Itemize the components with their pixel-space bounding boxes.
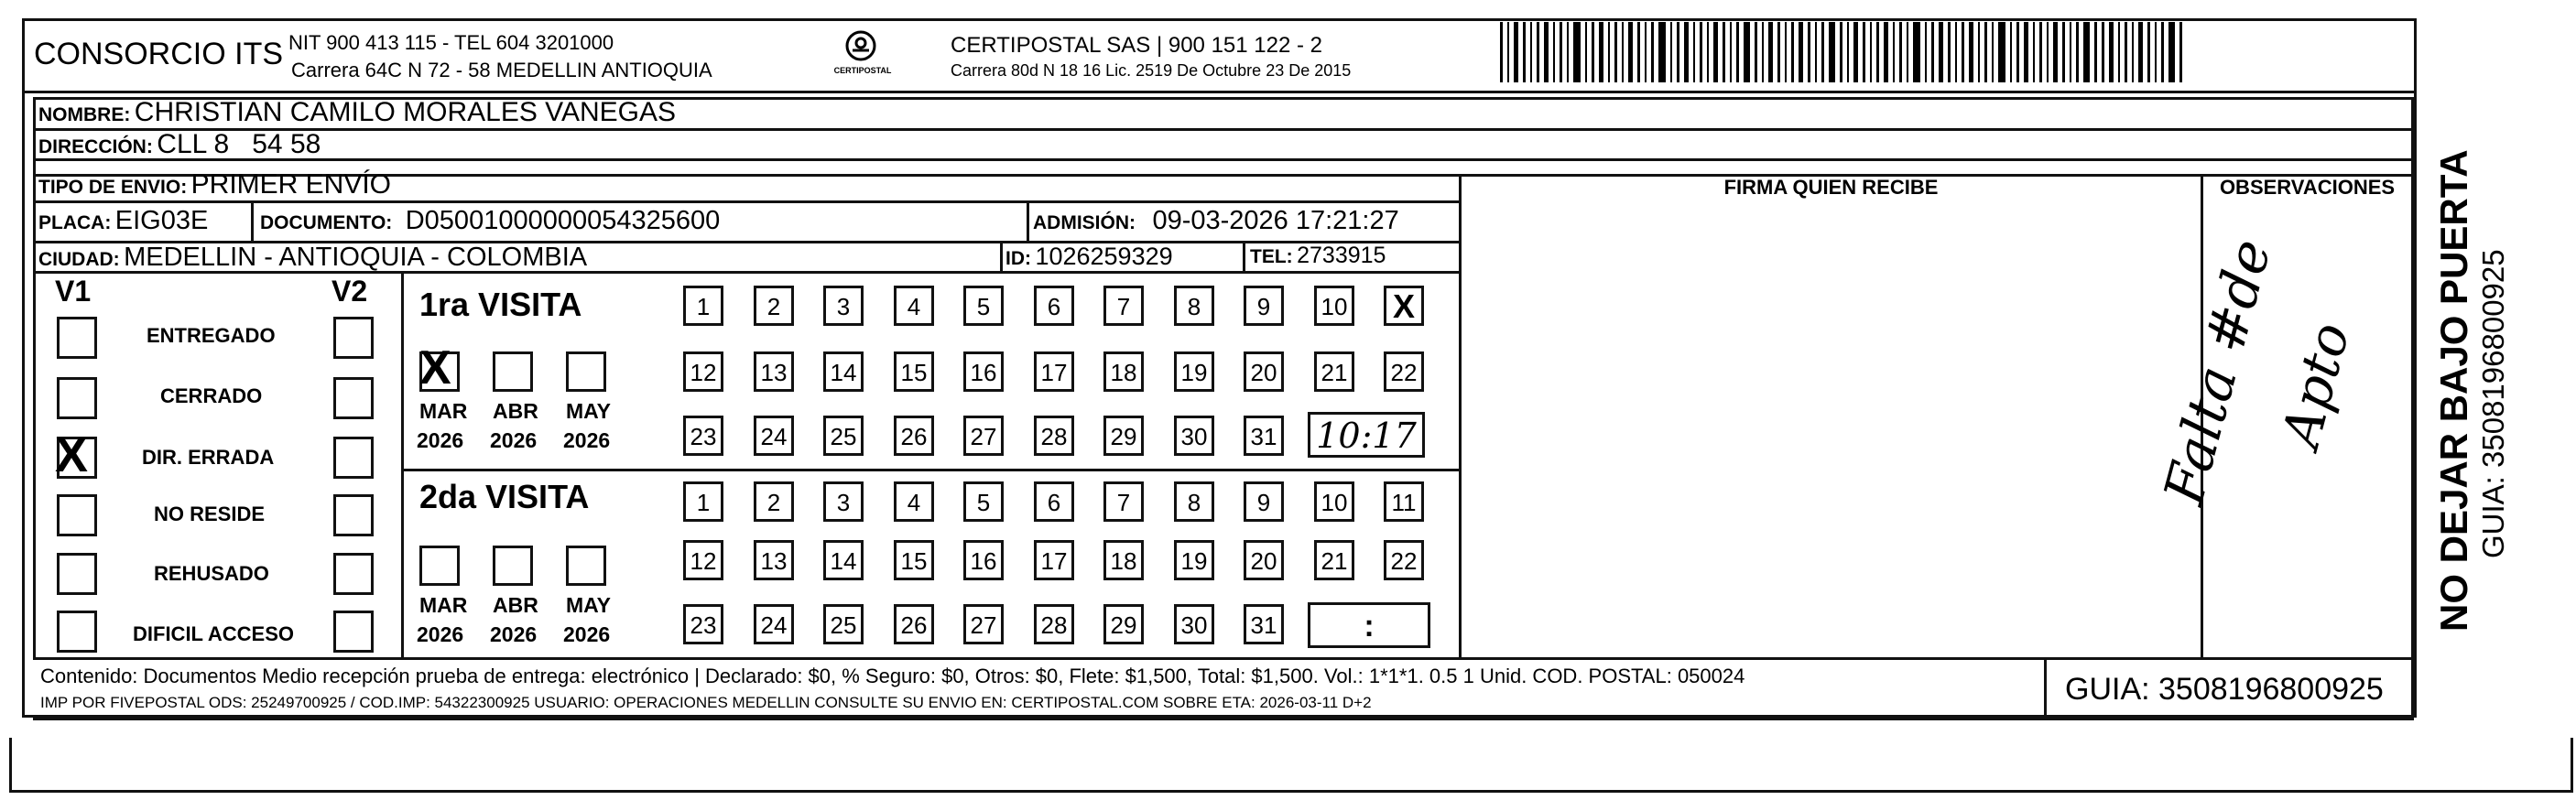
first-visit-day[interactable]: 23 [683,416,723,456]
first-visit-day-11-marked[interactable]: X [1384,286,1424,326]
shipment-type-value: PRIMER ENVÍO [190,169,392,200]
second-visit-day[interactable]: 12 [683,540,723,580]
second-visit-month-mar-checkbox[interactable] [419,546,460,586]
first-visit-day[interactable]: 24 [754,416,794,456]
second-visit-title: 2da VISITA [419,478,590,515]
second-visit-day[interactable]: 6 [1034,481,1074,522]
second-visit-year-may: 2026 [563,622,611,646]
v1-checkbox-dificil-acceso[interactable] [57,611,97,653]
second-visit-day[interactable]: 29 [1103,604,1144,644]
first-visit-title: 1ra VISITA [419,286,582,323]
second-visit-day[interactable]: 17 [1034,540,1074,580]
shipment-type-label: TIPO DE ENVIO: [38,177,188,198]
side-notice: NO DEJAR BAJO PUERTA [2432,149,2475,632]
plate-field [38,206,208,236]
first-visit-day[interactable]: 29 [1103,416,1144,456]
v1-checkbox-entregado[interactable] [57,317,97,359]
id-value: 1026259329 [1035,243,1173,270]
v2-checkbox-dir-errada[interactable] [333,437,374,479]
second-visit-month-abr: ABR [493,593,538,617]
v1-checkbox-no-reside[interactable] [57,494,97,536]
first-visit-day[interactable]: 6 [1034,286,1074,326]
v1-checkbox-cerrado[interactable] [57,377,97,419]
first-visit-day[interactable]: 25 [823,416,864,456]
second-visit-day[interactable]: 31 [1244,604,1284,644]
second-visit-month-may: MAY [566,593,611,617]
v1-header: V1 [55,275,92,308]
first-visit-day[interactable]: 14 [823,351,864,392]
first-visit-day[interactable]: 19 [1174,351,1214,392]
plate-value: EIG03E [114,206,209,235]
second-visit-month-abr-checkbox[interactable] [493,546,533,586]
v1-dir-errada-check-mark: X [55,427,89,482]
document-value: D05001000000054325600 [405,206,721,235]
first-visit-year-mar: 2026 [417,428,464,452]
second-visit-day[interactable]: 4 [894,481,934,522]
signature-header: FIRMA QUIEN RECIBE [1723,176,1939,199]
second-visit-day[interactable]: 9 [1244,481,1284,522]
v2-header: V2 [332,275,368,308]
second-visit-day[interactable]: 30 [1174,604,1214,644]
v2-checkbox-dificil-acceso[interactable] [333,611,374,653]
admission-value: 09-03-2026 17:21:27 [1152,206,1399,235]
second-visit-day[interactable]: 28 [1034,604,1074,644]
name-value: CHRISTIAN CAMILO MORALES VANEGAS [134,97,677,127]
second-visit-day[interactable]: 18 [1103,540,1144,580]
company-address: Carrera 64C N 72 - 58 MEDELLIN ANTIOQUIA [291,59,712,81]
logo-text: CERTIPOSTAL [833,66,892,75]
document-field [260,206,720,236]
second-visit-year-mar: 2026 [417,622,464,646]
observations-header: OBSERVACIONES [2219,176,2396,199]
first-visit-time[interactable]: 10:17 [1308,412,1425,458]
footer-guide-number: GUIA: 3508196800925 [2065,672,2384,707]
tel-field [1250,243,1386,269]
shipment-type-field [38,169,391,200]
second-visit-day[interactable]: 13 [754,540,794,580]
first-visit-day[interactable]: 9 [1244,286,1284,326]
first-visit-day[interactable]: 7 [1103,286,1144,326]
first-visit-day[interactable]: 18 [1103,351,1144,392]
admission-field [1033,206,1399,236]
side-guide-number: GUIA: 3508196800925 [2476,249,2510,558]
first-visit-day[interactable]: 4 [894,286,934,326]
company-nit: NIT 900 413 115 - TEL 604 3201000 [288,31,614,54]
first-visit-month-abr-checkbox[interactable] [493,351,533,392]
first-visit-day[interactable]: 3 [823,286,864,326]
footer-print-line: IMP POR FIVEPOSTAL ODS: 25249700925 / COD.IMP: 54322300925 USUARIO: OPERACIONES MEDELLIN CONSULTE SU ENVIO EN: CERTIPOSTAL.COM SOBRE ETA: 2026-03-11 D+2 [40,694,1372,711]
name-field [38,97,676,128]
name-label: NOMBRE: [38,104,131,125]
city-label: CIUDAD: [38,249,120,270]
document-label: DOCUMENTO: [260,212,393,233]
v2-checkbox-cerrado[interactable] [333,377,374,419]
first-visit-day[interactable]: 2 [754,286,794,326]
second-visit-day[interactable]: 10 [1314,481,1354,522]
first-visit-year-may: 2026 [563,428,611,452]
first-visit-day[interactable]: 26 [894,416,934,456]
second-visit-time[interactable]: : [1308,602,1430,648]
second-visit-day[interactable]: 23 [683,604,723,644]
first-visit-day[interactable]: 20 [1244,351,1284,392]
first-visit-day[interactable]: 28 [1034,416,1074,456]
second-visit-day[interactable]: 27 [963,604,1004,644]
address-field [38,129,321,160]
first-visit-day[interactable]: 22 [1384,351,1424,392]
first-visit-day[interactable]: 31 [1244,416,1284,456]
tracking-barcode [1500,22,2187,82]
observation-handwriting-line1: Falta #de [2152,232,2285,512]
address-value: CLL 8 54 58 [157,129,321,159]
observation-handwriting-line2: Apto [2269,316,2363,454]
tel-value: 2733915 [1297,243,1386,268]
first-visit-month-mar-check-mark: X [419,341,451,395]
first-visit-month-may-checkbox[interactable] [566,351,606,392]
second-visit-day[interactable]: 11 [1384,481,1424,522]
first-visit-day[interactable]: 27 [963,416,1004,456]
second-visit-day[interactable]: 15 [894,540,934,580]
second-visit-month-mar: MAR [419,593,468,617]
status-label-dir-errada: DIR. ERRADA [142,446,275,469]
status-label-rehusado: REHUSADO [154,562,269,585]
tel-label: TEL: [1250,246,1293,267]
second-visit-month-may-checkbox[interactable] [566,546,606,586]
city-value: MEDELLIN - ANTIOQUIA - COLOMBIA [124,243,588,272]
status-label-entregado: ENTREGADO [147,324,276,347]
first-visit-day[interactable]: 17 [1034,351,1074,392]
id-label: ID: [1005,248,1031,269]
first-visit-day[interactable]: 8 [1174,286,1214,326]
v2-checkbox-no-reside[interactable] [333,494,374,536]
first-visit-month-may: MAY [566,399,611,423]
first-visit-day[interactable]: 12 [683,351,723,392]
footer-content-line: Contenido: Documentos Medio recepción prueba de entrega: electrónico | Declarado: $0, % Seguro: $0, Otros: $0, Flete: $1,500, Total: $1,500. Vol.: 1*1*1. 0.5 1 Unid. COD. POSTAL: 050024 [40,665,1745,687]
second-visit-day[interactable]: 16 [963,540,1004,580]
second-visit-day[interactable]: 8 [1174,481,1214,522]
second-visit-day[interactable]: 14 [823,540,864,580]
page-outer-border [9,738,2573,793]
certipostal-logo [829,27,893,82]
second-visit-day[interactable]: 20 [1244,540,1284,580]
second-visit-day[interactable]: 3 [823,481,864,522]
v2-checkbox-rehusado[interactable] [333,553,374,595]
second-visit-year-abr: 2026 [490,622,538,646]
second-visit-day[interactable]: 2 [754,481,794,522]
plate-label: PLACA: [38,212,112,233]
status-label-dificil-acceso: DIFICIL ACCESO [133,622,295,645]
second-visit-day[interactable]: 1 [683,481,723,522]
status-label-cerrado: CERRADO [160,384,263,407]
second-visit-day[interactable]: 25 [823,604,864,644]
first-visit-day[interactable]: 30 [1174,416,1214,456]
city-field [38,243,587,273]
first-visit-day[interactable]: 1 [683,286,723,326]
admission-label: ADMISIÓN: [1033,212,1136,233]
carrier-info: CERTIPOSTAL SAS | 900 151 122 - 2 [951,33,1322,58]
second-visit-day[interactable]: 24 [754,604,794,644]
carrier-license: Carrera 80d N 18 16 Lic. 2519 De Octubre 23 De 2015 [951,61,1352,80]
second-visit-day[interactable]: 19 [1174,540,1214,580]
second-visit-day[interactable]: 21 [1314,540,1354,580]
first-visit-day[interactable]: 13 [754,351,794,392]
id-field [1005,243,1173,271]
company-name: CONSORCIO ITS [34,37,284,71]
first-visit-month-mar: MAR [419,399,468,423]
first-visit-month-abr: ABR [493,399,538,423]
v1-checkbox-rehusado[interactable] [57,553,97,595]
first-visit-day[interactable]: 10 [1314,286,1354,326]
v2-checkbox-entregado[interactable] [333,317,374,359]
first-visit-day[interactable]: 15 [894,351,934,392]
first-visit-day[interactable]: 16 [963,351,1004,392]
first-visit-day[interactable]: 21 [1314,351,1354,392]
first-visit-day[interactable]: 5 [963,286,1004,326]
second-visit-day[interactable]: 5 [963,481,1004,522]
second-visit-day[interactable]: 7 [1103,481,1144,522]
address-label: DIRECCIÓN: [38,136,153,157]
status-label-no-reside: NO RESIDE [154,503,266,525]
second-visit-day[interactable]: 26 [894,604,934,644]
second-visit-day[interactable]: 22 [1384,540,1424,580]
first-visit-year-abr: 2026 [490,428,538,452]
